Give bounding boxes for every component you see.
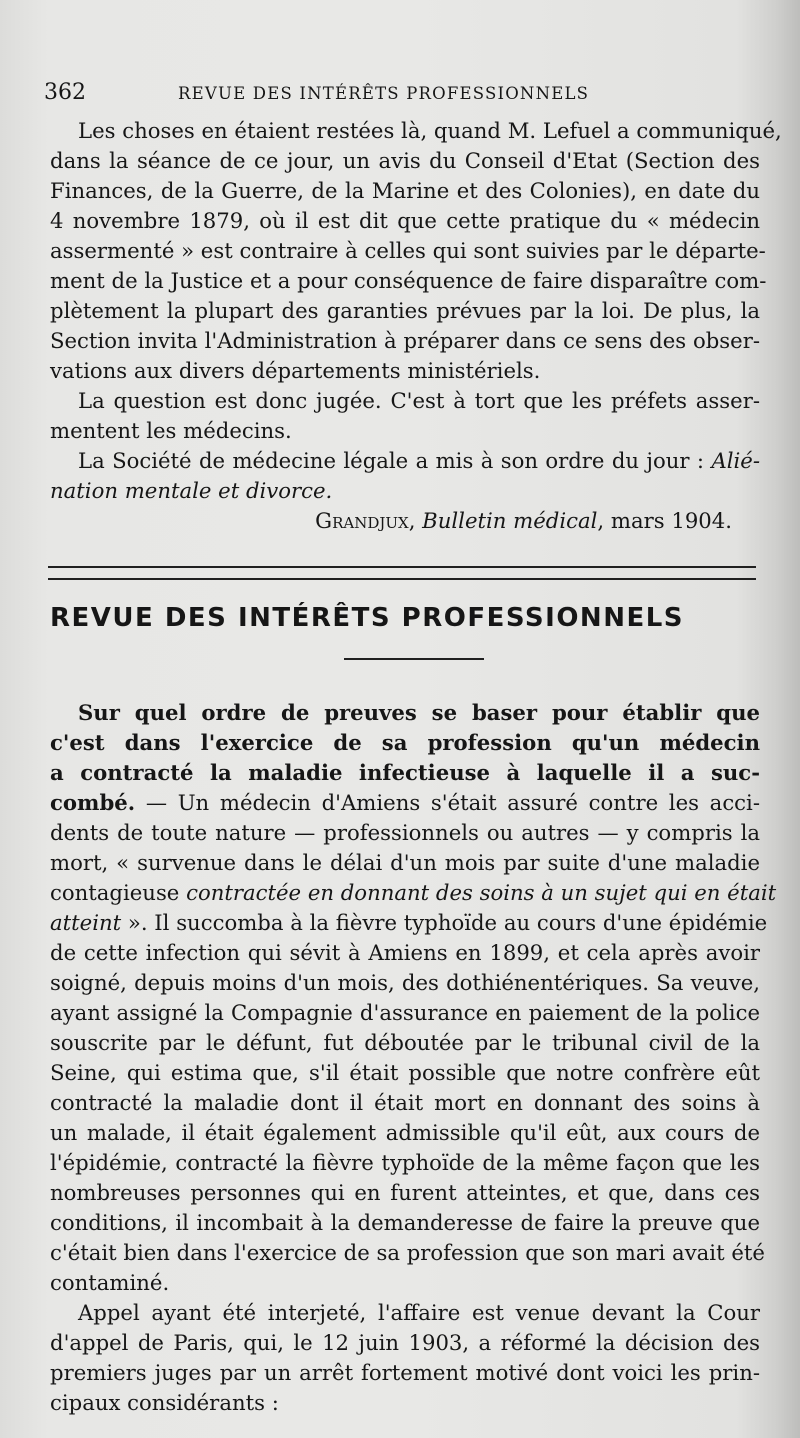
text-line: ment de la Justice et a pour conséquence de faire disparaître com-: [50, 268, 767, 293]
text-segment: — Un médecin d'Amiens s'était assuré contre les acci-: [135, 790, 760, 815]
page-number: 362: [44, 80, 86, 105]
article-text: [50, 698, 777, 1418]
article-signature: [50, 506, 760, 536]
text-line: Finances, de la Guerre, de la Marine et des Colonies), en date du: [50, 178, 760, 203]
text-line: dans la séance de ce jour, un avis du Conseil d'Etat (Section des: [50, 148, 760, 173]
article-heading-line: Sur quel ordre de preuves se baser pour établir que: [78, 700, 760, 725]
text-line: Appel ayant été interjeté, l'affaire est venue devant la Cour: [78, 1300, 760, 1325]
text-line: contracté la maladie dont il était mort en donnant des soins à: [50, 1090, 760, 1115]
text-line: souscrite par le défunt, fut déboutée par le tribunal civil de la: [50, 1030, 760, 1055]
italic-text: nation mentale et divorce.: [50, 478, 333, 503]
text-line: [50, 788, 760, 818]
text-line: dents de toute nature — professionnels ou autres — y compris la: [50, 820, 760, 845]
italic-text: Alié-: [711, 448, 760, 473]
italic-text: contractée en donnant des soins à un sujet qui en était: [186, 880, 777, 905]
article-heading-line: combé.: [50, 790, 136, 815]
signature-publication: Bulletin médical: [422, 508, 598, 533]
text-line: Section invita l'Administration à préparer dans ce sens des obser-: [50, 328, 760, 353]
text-line: de cette infection qui sévit à Amiens en 1899, et cela après avoir: [50, 940, 760, 965]
double-divider: [48, 566, 756, 580]
running-title: REVUE DES INTÉRÊTS PROFESSIONNELS: [178, 84, 590, 103]
previous-article-text: [50, 116, 782, 536]
text-line: vations aux divers départements ministériels.: [50, 358, 541, 383]
text-line: Les choses en étaient restées là, quand M. Lefuel a communiqué,: [78, 118, 782, 143]
text-segment: contagieuse: [50, 880, 187, 905]
text-line: ayant assigné la Compagnie d'assurance en paiement de la police: [50, 1000, 760, 1025]
text-line: La question est donc jugée. C'est à tort que les préfets asser-: [78, 388, 760, 413]
text-segment: ». Il succomba à la fièvre typhoïde au cours d'une épidémie: [121, 910, 768, 935]
text-line: conditions, il incombait à la demanderesse de faire la preuve que: [50, 1210, 760, 1235]
text-line: c'était bien dans l'exercice de sa profession que son mari avait été: [50, 1240, 765, 1265]
text-line: cipaux considérants :: [50, 1390, 279, 1415]
signature-author: Grandjux: [315, 508, 409, 533]
text-line: mort, « survenue dans le délai d'un mois par suite d'une maladie: [50, 850, 760, 875]
section-title: REVUE DES INTÉRÊTS PROFESSIONNELS: [50, 603, 685, 633]
running-header: [44, 80, 654, 110]
text-line: Seine, qui estima que, s'il était possible que notre confrère eût: [50, 1060, 760, 1085]
text-line: [50, 476, 760, 506]
text-line: [50, 878, 777, 908]
text-line: [50, 446, 760, 476]
text-line: d'appel de Paris, qui, le 12 juin 1903, a réformé la décision des: [50, 1330, 760, 1355]
text-line: mentent les médecins.: [50, 418, 292, 443]
signature-separator: ,: [408, 508, 423, 533]
text-line: un malade, il était également admissible qu'il eût, aux cours de: [50, 1120, 760, 1145]
text-line: premiers juges par un arrêt fortement motivé dont voici les prin-: [50, 1360, 760, 1385]
text-line: assermenté » est contraire à celles qui sont suivies par le départe-: [50, 238, 766, 263]
italic-text: atteint: [50, 910, 122, 935]
signature-date: , mars 1904.: [597, 508, 732, 533]
text-line: contaminé.: [50, 1270, 170, 1295]
text-line: nombreuses personnes qui en furent atteintes, et que, dans ces: [50, 1180, 760, 1205]
text-line: l'épidémie, contracté la fièvre typhoïde de la même façon que les: [50, 1150, 760, 1175]
text-line: 4 novembre 1879, où il est dit que cette pratique du « médecin: [50, 208, 760, 233]
title-underline: [344, 658, 484, 660]
article-heading-line: c'est dans l'exercice de sa profession qu'un médecin: [50, 730, 760, 755]
text-line: [50, 908, 768, 938]
article-heading-line: a contracté la maladie infectieuse à laquelle il a suc-: [50, 760, 760, 785]
text-segment: La Société de médecine légale a mis à son ordre du jour :: [78, 448, 712, 473]
text-line: plètement la plupart des garanties prévues par la loi. De plus, la: [50, 298, 760, 323]
text-line: soigné, depuis moins d'un mois, des dothiénentériques. Sa veuve,: [50, 970, 760, 995]
